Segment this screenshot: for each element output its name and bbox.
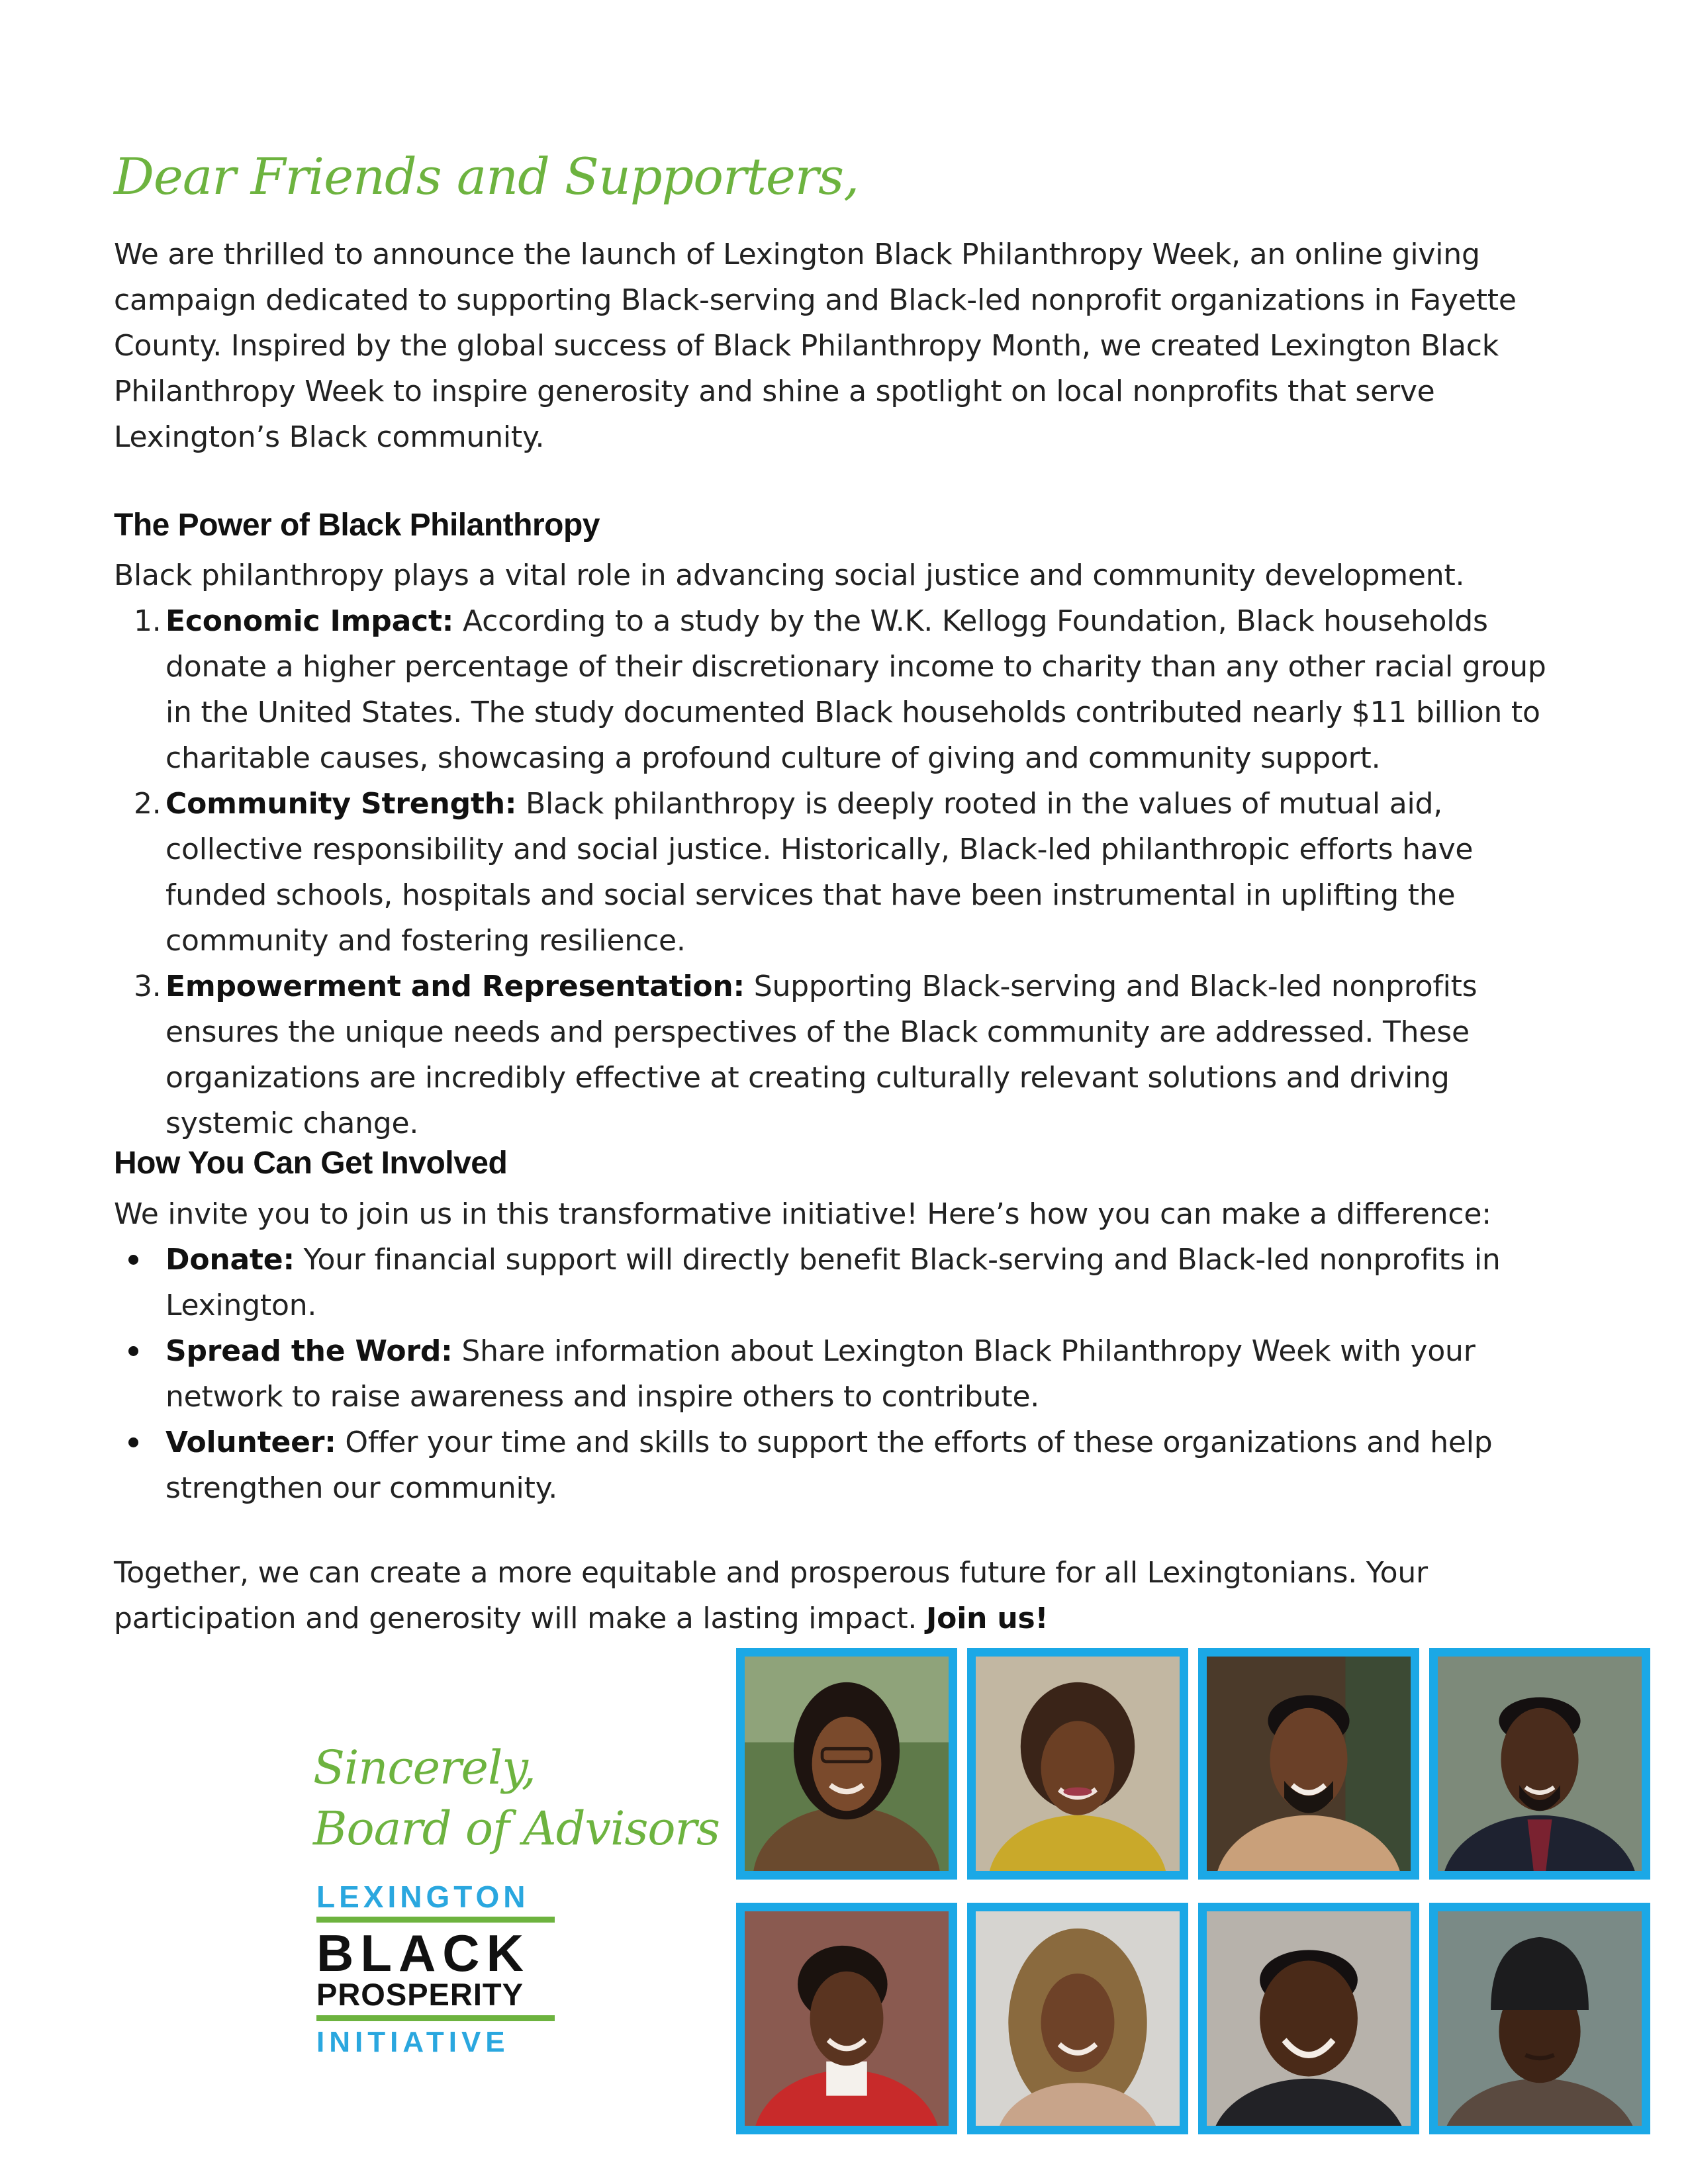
advisor-portrait-icon [736, 1903, 957, 2134]
power-lead: Black philanthropy plays a vital role in advancing social justice and community development. [114, 559, 1465, 592]
greeting: Dear Friends and Supporters, [114, 147, 859, 206]
lbpi-logo [316, 1880, 555, 2061]
list-item-text: According to a study by the W.K. Kellogg Foundation, Black households donate a higher percentage of their discretionary income to charity than any other racial group in the United States. The study documented Black households contributed nearly $11 billion to charitable causes, showcasing a profound culture of giving and community support. [165, 604, 1546, 775]
list-item-title: Economic Impact: [165, 604, 454, 638]
involved-list [114, 1237, 1570, 1511]
list-item [114, 781, 1570, 964]
advisor-portrait-icon [736, 1648, 957, 1880]
list-number: 2. [134, 787, 162, 821]
list-item-title: Spread the Word: [165, 1334, 453, 1368]
list-item-text: Offer your time and skills to support the efforts of these organizations and help strengthen our community. [165, 1426, 1493, 1505]
closing-text: Together, we can create a more equitable and prosperous future for all Lexingtonians. Your participation and generosity will make a lasting impact. [114, 1556, 1428, 1635]
logo-lexington: LEXINGTON [316, 1880, 530, 1914]
involved-lead: We invite you to join us in this transformative initiative! Here’s how you can make a difference: [114, 1197, 1491, 1231]
sign-off-line: Sincerely, [313, 1741, 536, 1795]
list-item-text: Share information about Lexington Black Philanthropy Week with your network to raise awareness and inspire others to contribute. [165, 1334, 1476, 1414]
list-item [114, 1420, 1570, 1511]
advisor-photo-grid [736, 1648, 1651, 2134]
list-number: 3. [134, 970, 162, 1003]
list-item [114, 1328, 1570, 1420]
bullet-icon [128, 1255, 138, 1265]
list-item [114, 1237, 1570, 1328]
closing-paragraph [114, 1550, 1570, 1641]
list-item-text: Black philanthropy is deeply rooted in the values of mutual aid, collective responsibility and social justice. Historically, Black-led philanthropic efforts have funded schools, hospitals and social services that have been instrumental in uplifting the community and fostering resilience. [165, 787, 1474, 958]
list-item-title: Donate: [165, 1243, 295, 1277]
sign-off [313, 1737, 720, 1859]
logo-prosperity: PROSPERITY [316, 1977, 524, 2012]
intro-paragraph: We are thrilled to announce the launch of Lexington Black Philanthropy Week, an online giving campaign dedicated to supporting Black-serving and Black-led nonprofit organizations in Fayette County. Inspired by the global success of Black Philanthropy Month, we created Lexington Black Philanthropy Week to inspire generosity and shine a spotlight on local nonprofits that serve Lexington’s Black community. [114, 238, 1517, 454]
logo-initiative: INITIATIVE [316, 2026, 510, 2058]
list-item-text: Supporting Black-serving and Black-led nonprofits ensures the unique needs and perspectives of the Black community are addressed. These organizations are incredibly effective at creating culturally relevant solutions and driving systemic change. [165, 970, 1477, 1140]
list-item-text: Your financial support will directly benefit Black-serving and Black-led nonprofits in Lexington. [165, 1243, 1501, 1322]
advisor-portrait-icon [1198, 1903, 1419, 2134]
involved-heading: How You Can Get Involved [114, 1146, 508, 1181]
logo-divider [316, 1917, 555, 1923]
list-item-title: Community Strength: [165, 787, 517, 821]
bullet-icon [128, 1346, 138, 1356]
advisor-portrait-icon [1198, 1648, 1419, 1880]
list-item-title: Empowerment and Representation: [165, 970, 745, 1003]
power-heading: The Power of Black Philanthropy [114, 508, 600, 543]
advisor-portrait-icon [967, 1903, 1188, 2134]
logo-black: BLACK [316, 1924, 530, 1982]
list-item [114, 598, 1570, 781]
advisor-portrait-icon [1429, 1903, 1650, 2134]
join-us-text: Join us! [926, 1602, 1049, 1635]
list-item-title: Volunteer: [165, 1426, 336, 1459]
power-list [114, 598, 1570, 1146]
logo-divider [316, 2015, 555, 2021]
list-number: 1. [134, 604, 162, 638]
advisor-portrait-icon [1429, 1648, 1650, 1880]
sign-off-signature: Board of Advisors [313, 1801, 720, 1856]
list-item [114, 964, 1570, 1146]
advisor-portrait-icon [967, 1648, 1188, 1880]
bullet-icon [128, 1437, 138, 1447]
